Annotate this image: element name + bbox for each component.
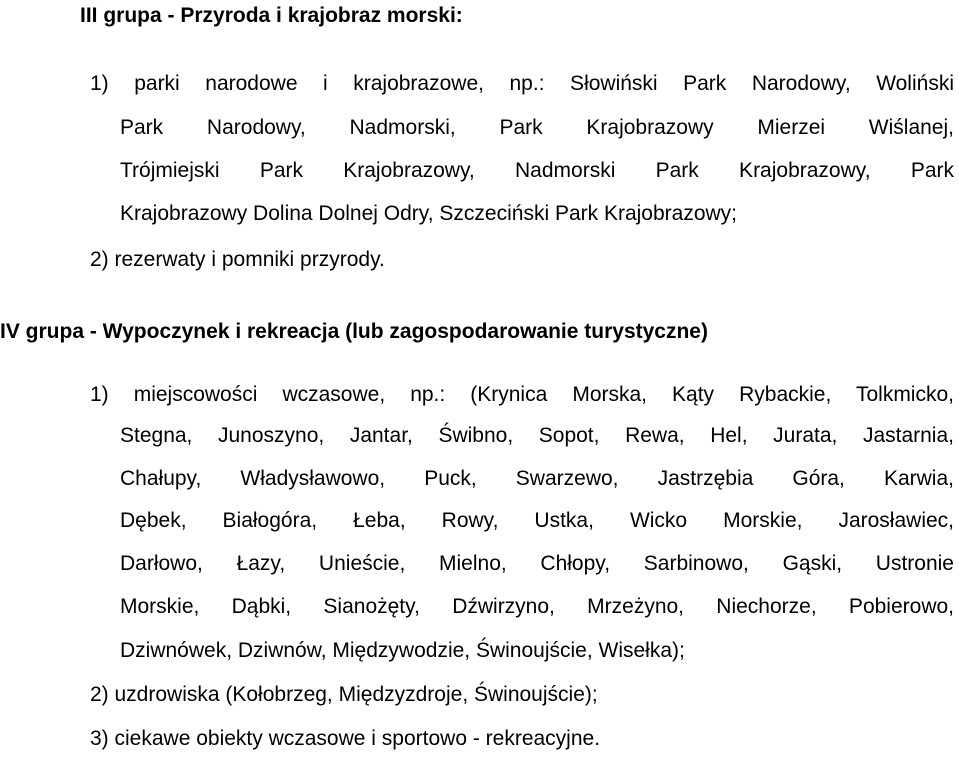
section-4-item-1-line-3: Chałupy, Władysławowo, Puck, Swarzewo, Jastrzębia Góra, Karwia, [120,467,954,490]
section-4-heading: IV grupa - Wypoczynek i rekreacja (lub zagospodarowanie turystyczne) [0,320,708,343]
section-4-item-1-line-4: Dębek, Białogóra, Łeba, Rowy, Ustka, Wicko Morskie, Jarosławiec, [120,509,954,532]
section-4-item-2: 2) uzdrowiska (Kołobrzeg, Międzyzdroje, Świnoujście); [90,683,598,706]
section-4-item-1-line-5: Darłowo, Łazy, Unieście, Mielno, Chłopy, Sarbinowo, Gąski, Ustronie [120,552,954,575]
section-3-item-1-line-2: Park Narodowy, Nadmorski, Park Krajobrazowy Mierzei Wiślanej, [120,116,954,139]
section-3-item-1-line-3: Trójmiejski Park Krajobrazowy, Nadmorski Park Krajobrazowy, Park [120,159,954,182]
section-3-item-1-line-4: Krajobrazowy Dolina Dolnej Odry, Szczeciński Park Krajobrazowy; [120,202,738,225]
section-4-item-1-line-1: 1) miejscowości wczasowe, np.: (Krynica Morska, Kąty Rybackie, Tolkmicko, [90,383,954,406]
section-4-item-1-line-6: Morskie, Dąbki, Sianożęty, Dźwirzyno, Mrzeżyno, Niechorze, Pobierowo, [120,595,954,618]
section-4-item-1-line-7: Dziwnówek, Dziwnów, Międzywodzie, Świnoujście, Wisełka); [120,639,685,662]
section-4-item-3: 3) ciekawe obiekty wczasowe i sportowo - rekreacyjne. [90,727,601,750]
section-3-item-2: 2) rezerwaty i pomniki przyrody. [90,248,385,271]
section-4-item-1-line-2: Stegna, Junoszyno, Jantar, Świbno, Sopot, Rewa, Hel, Jurata, Jastarnia, [120,424,954,447]
section-3-item-1-line-1: 1) parki narodowe i krajobrazowe, np.: Słowiński Park Narodowy, Woliński [90,72,954,95]
section-3-heading: III grupa - Przyroda i krajobraz morski: [80,4,463,27]
